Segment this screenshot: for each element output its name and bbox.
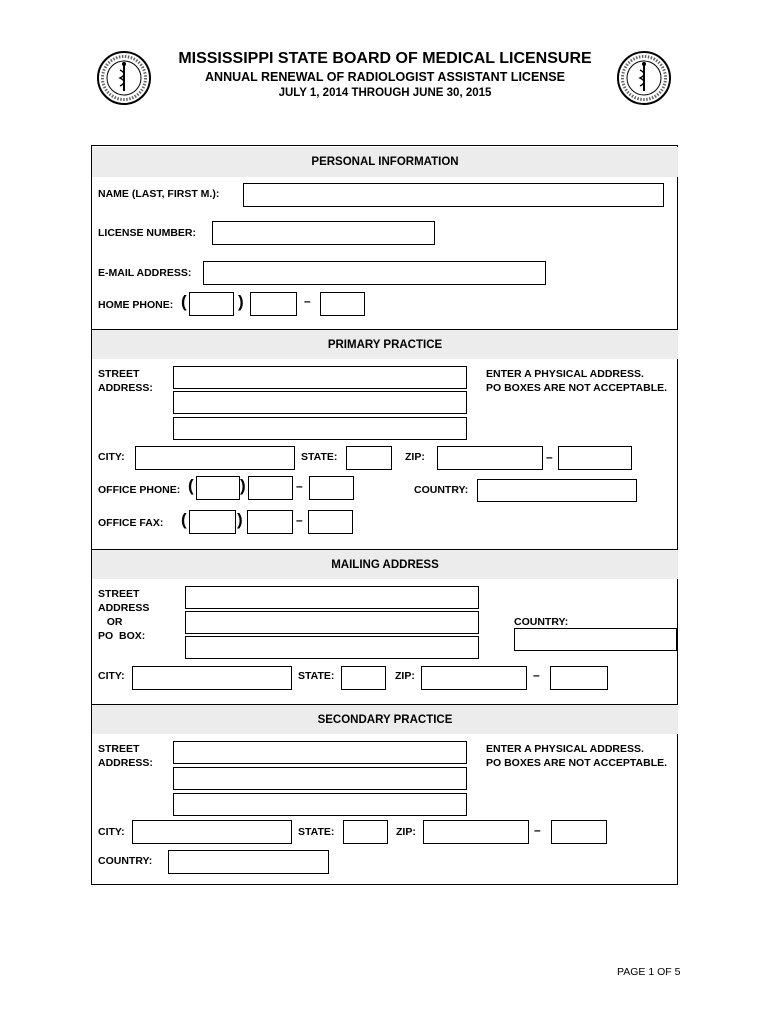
primary-street-line-2[interactable] [173,391,467,414]
close-paren: ) [240,476,246,495]
name-input[interactable] [243,183,664,207]
mailing-street-line-3[interactable] [185,636,479,659]
primary-zip-input[interactable] [437,446,543,470]
mailing-street-line-2[interactable] [185,611,479,634]
mailing-state-label: STATE: [298,670,335,682]
dash: – [546,450,553,464]
home-phone-prefix[interactable] [250,292,297,316]
primary-state-input[interactable] [346,446,392,470]
secondary-state-input[interactable] [343,820,388,844]
secondary-zip-input[interactable] [423,820,529,844]
page-number: PAGE 1 OF 5 [617,966,681,978]
mailing-state-input[interactable] [341,666,386,690]
mailing-country-input[interactable] [514,628,677,651]
primary-zip-extension[interactable] [558,446,632,470]
home-phone-line[interactable] [320,292,365,316]
open-paren: ( [181,292,187,311]
close-paren: ) [237,510,243,529]
dash: – [296,479,303,493]
primary-zip-label: ZIP: [405,451,425,463]
office-phone-area-code[interactable] [196,476,240,500]
form-title: MISSISSIPPI STATE BOARD OF MEDICAL LICENSURE [178,50,592,67]
dash: – [296,513,303,527]
office-phone-prefix[interactable] [248,476,293,500]
email-input[interactable] [203,261,546,285]
mailing-city-input[interactable] [132,666,292,690]
open-paren: ( [181,510,187,529]
mailing-street-label: STREET ADDRESS OR PO BOX: [98,588,150,642]
primary-street-line-1[interactable] [173,366,467,389]
primary-city-label: CITY: [98,451,125,463]
secondary-state-label: STATE: [298,826,335,838]
secondary-street-line-2[interactable] [173,767,467,790]
section-secondary-practice: SECONDARY PRACTICE [92,704,678,734]
section-mailing-address: MAILING ADDRESS [92,549,678,579]
office-fax-area-code[interactable] [189,510,236,534]
mailing-street-line-1[interactable] [185,586,479,609]
section-primary-practice: PRIMARY PRACTICE [92,329,678,359]
section-personal-information: PERSONAL INFORMATION [92,147,678,177]
primary-country-input[interactable] [477,479,637,502]
secondary-city-label: CITY: [98,826,125,838]
open-paren: ( [188,476,194,495]
secondary-street-label: STREET ADDRESS: [98,743,153,769]
mailing-country-label: COUNTRY: [514,616,569,628]
primary-address-note: ENTER A PHYSICAL ADDRESS. PO BOXES ARE NOT ACCEPTABLE. [486,368,668,394]
secondary-zip-label: ZIP: [396,826,416,838]
secondary-country-input[interactable] [168,850,329,874]
secondary-city-input[interactable] [132,820,292,844]
office-fax-prefix[interactable] [247,510,293,534]
secondary-zip-extension[interactable] [551,820,607,844]
secondary-country-label: COUNTRY: [98,855,153,867]
email-label: E-MAIL ADDRESS: [98,267,192,279]
mailing-zip-extension[interactable] [550,666,608,690]
dash: – [534,823,541,837]
license-number-label: LICENSE NUMBER: [98,227,197,239]
secondary-street-line-1[interactable] [173,741,467,764]
office-phone-line[interactable] [309,476,354,500]
dash: – [533,668,540,682]
office-phone-label: OFFICE PHONE: [98,484,181,496]
office-fax-label: OFFICE FAX: [98,517,164,529]
mailing-city-label: CITY: [98,670,125,682]
secondary-street-line-3[interactable] [173,793,467,816]
dash: – [304,294,311,308]
renewal-period: JULY 1, 2014 THROUGH JUNE 30, 2015 [278,87,492,99]
primary-street-label: STREET ADDRESS: [98,368,153,394]
license-number-input[interactable] [212,221,435,245]
name-label: NAME (LAST, FIRST M.): [98,188,220,200]
office-fax-line[interactable] [308,510,353,534]
primary-country-label: COUNTRY: [414,484,469,496]
close-paren: ) [238,292,244,311]
form-subtitle: ANNUAL RENEWAL OF RADIOLOGIST ASSISTANT LICENSE [205,70,565,84]
mailing-zip-input[interactable] [421,666,527,690]
home-phone-area-code[interactable] [189,292,234,316]
primary-city-input[interactable] [135,446,295,470]
mailing-zip-label: ZIP: [395,670,415,682]
home-phone-label: HOME PHONE: [98,299,174,311]
secondary-address-note: ENTER A PHYSICAL ADDRESS. PO BOXES ARE NOT ACCEPTABLE. [486,743,668,769]
primary-street-line-3[interactable] [173,417,467,440]
primary-state-label: STATE: [301,451,338,463]
